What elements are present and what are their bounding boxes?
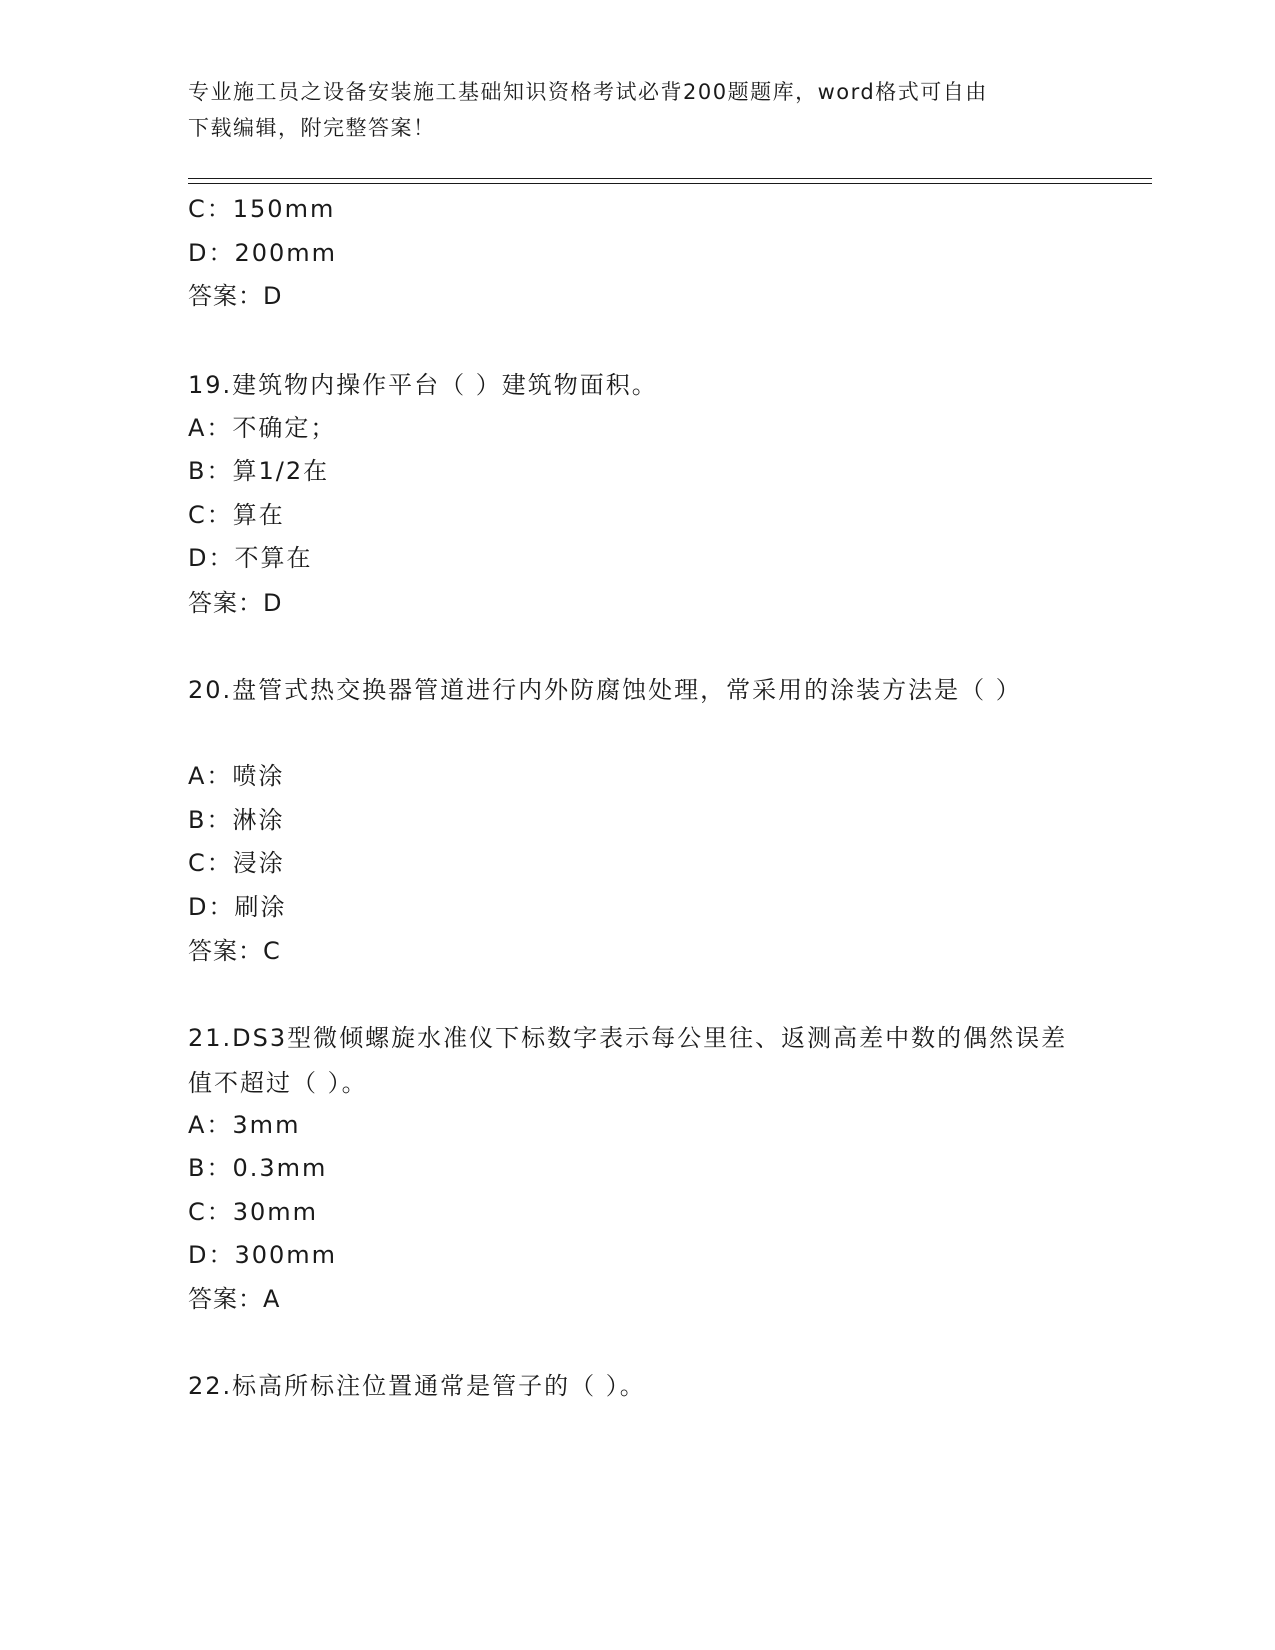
option-b: B：0.3mm [188,1154,328,1182]
option-b: B：算1/2在 [188,457,330,485]
header-line-1: 专业施工员之设备安装施工基础知识资格考试必背200题题库，word格式可自由 [188,80,988,104]
option-a: A：不确定； [188,414,337,442]
header-divider-bottom [188,183,1152,184]
option-d: D：300mm [188,1241,338,1269]
option-c: C：150mm [188,195,336,223]
header-line-2: 下载编辑，附完整答案！ [188,116,436,140]
answer: 答案：D [188,282,283,310]
question-stem: 21.DS3型微倾螺旋水准仪下标数字表示每公里往、返测高差中数的偶然误差值不超过（ ）。 [188,1024,1068,1097]
question-stem: 19.建筑物内操作平台（ ）建筑物面积。 [188,371,658,399]
option-a: A：喷涂 [188,762,285,790]
answer: 答案：D [188,589,283,617]
question-stem: 22.标高所标注位置通常是管子的（ ）。 [188,1372,646,1400]
document-header [188,74,1088,146]
question-stem: 20.盘管式热交换器管道进行内外防腐蚀处理，常采用的涂装方法是（ ） [188,676,1022,704]
option-c: C：算在 [188,501,285,529]
option-a: A：3mm [188,1111,301,1139]
option-c: C：30mm [188,1198,319,1226]
option-d: D：不算在 [188,544,313,572]
answer: 答案：C [188,937,281,965]
option-d: D：200mm [188,239,338,267]
option-b: B：淋涂 [188,806,285,834]
header-divider-top [188,178,1152,179]
option-c: C：浸涂 [188,849,285,877]
answer: 答案：A [188,1285,281,1313]
option-d: D：刷涂 [188,893,287,921]
